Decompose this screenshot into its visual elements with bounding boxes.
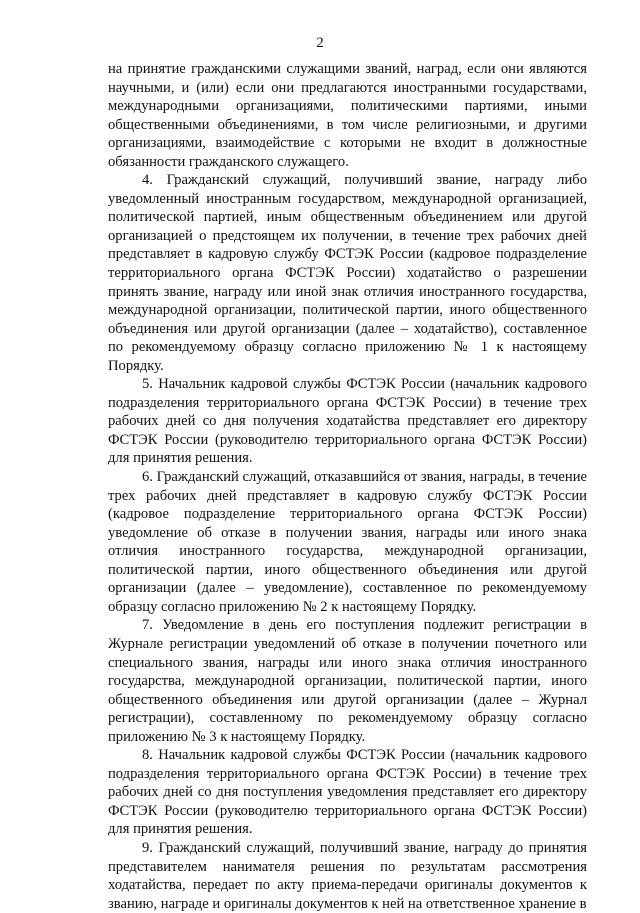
page-number: 2	[316, 35, 324, 51]
paragraph-item-7: 7. Уведомление в день его поступления подлежит регистрации в Журнале регистрации уведомлений об отказе в получении почетного или специального звания, награды или иного знака отличия иностранного государства, международной организации, политической партии, иного общественного объединения или другой организации (далее – Журнал регистрации), составленному по рекомендуемому образцу согласно приложению № 3 к настоящему Порядку.	[108, 617, 587, 745]
paragraph-item-5: 5. Начальник кадровой службы ФСТЭК России (начальник кадрового подразделения территориального органа ФСТЭК России) в течение трех рабочих дней со дня получения ходатайства представляет его директору ФСТЭК России (руководителю территориального органа ФСТЭК России) для принятия решения.	[108, 376, 587, 467]
paragraph-item-6: 6. Гражданский служащий, отказавшийся от звания, награды, в течение трех рабочих дней представляет в кадровую службу ФСТЭК России (кадровое подразделение территориального органа ФСТЭК России) уведомление об отказе в получении звания, награды или иного знака отличия иностранного государства, международной организации, политической партии, иного общественного объединения или другой организации (далее – уведомление), составленное по рекомендуемому образцу согласно приложению № 2 к настоящему Порядку.	[108, 469, 587, 615]
paragraph-item-4: 4. Гражданский служащий, получивший звание, награду либо уведомленный иностранным государством, международной организацией, политической партией, иным общественным объединением или другой организацией о предстоящем их получении, в течение трех рабочих дней представляет в кадровую службу ФСТЭК России (кадровое подразделение территориального органа ФСТЭК России) ходатайство о разрешении принять звание, награду или иной знак отличия иностранного государства, международной организации, политической партии, иного общественного объединения или другой организации (далее – ходатайство), составленное по рекомендуемому образцу согласно приложению № 1 к настоящему Порядку.	[108, 172, 587, 374]
document-body	[108, 60, 587, 913]
paragraph-item-9: 9. Гражданский служащий, получивший звание, награду до принятия представителем нанимателя решения по результатам рассмотрения ходатайства, передает по акту приема-передачи оригиналы документов к званию, награде и оригиналы документов к ней на ответственное хранение в	[108, 839, 587, 912]
paragraph-item-8: 8. Начальник кадровой службы ФСТЭК России (начальник кадрового подразделения территориального органа ФСТЭК России) в течение трех рабочих дней со дня поступления уведомления представляет его директору ФСТЭК России (руководителю территориального органа ФСТЭК России) для принятия решения.	[108, 747, 587, 838]
paragraph-continuation: на принятие гражданскими служащими званий, наград, если они являются научными, и (или) если они предлагаются иностранными государствами, международными организациями, политическими партиями, иными общественными объединениями, в том числе религиозными, и другими организациями, взаимодействие с которыми не входит в должностные обязанности гражданского служащего.	[108, 61, 587, 170]
